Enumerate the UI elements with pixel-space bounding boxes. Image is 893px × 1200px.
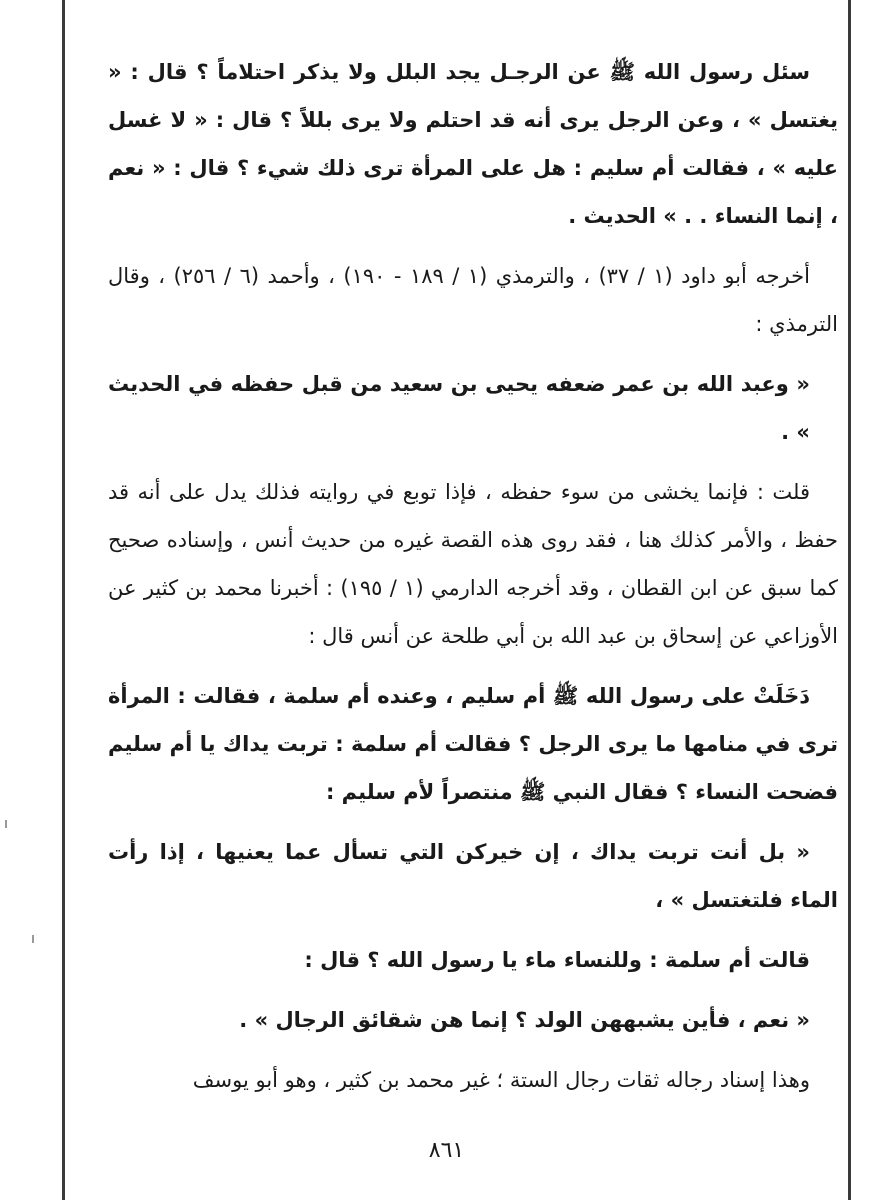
page-frame-left-rule — [62, 0, 65, 1200]
prophet-quote: « بل أنت تربت يداك ، إن خيركن التي تسأل عما يعنيها ، إذا رأت الماء فلتغتسل » ، — [108, 840, 838, 912]
umm-salama-question: قالت أم سلمة : وللنساء ماء يا رسول الله ؟ قال : — [304, 948, 810, 972]
scan-artifact-mark — [32, 935, 34, 943]
takhrij-paragraph: أخرجه أبو داود (١ / ٣٧) ، والترمذي (١ / ١٨٩ - ١٩٠) ، وأحمد (٦ / ٢٥٦) ، وقال الترمذي : — [108, 264, 838, 336]
page-number: ٨٦١ — [428, 1138, 465, 1163]
tirmidhi-quote: « وعبد الله بن عمر ضعفه يحيى بن سعيد من قبل حفظه في الحديث » . — [108, 372, 810, 444]
isnad-comment: وهذا إسناد رجاله ثقات رجال الستة ؛ غير محمد بن كثير ، وهو أبو يوسف — [192, 1068, 810, 1092]
hadith-paragraph-2: دَخَلَتْ على رسول الله ﷺ أم سليم ، وعنده أم سلمة ، فقالت : المرأة ترى في منامها ما يرى الرجل ؟ فقالت أم سلمة : تربت يداك يا أم سليم فضحت النساء ؟ فقال النبي ﷺ منتصراً لأم سليم : — [108, 684, 838, 804]
commentary-paragraph: قلت : فإنما يخشى من سوء حفظه ، فإذا توبع في روايته فذلك يدل على أنه قد حفظ ، والأمر كذلك هنا ، فقد روى هذه القصة غيره من حديث أنس ، وإسناده صحيح كما سبق عن ابن القطان ، وقد أخرجه الدارمي (١ / ١٩٥) : أخبرنا محمد بن كثير عن الأوزاعي عن إسحاق بن عبد الله بن أبي طلحة عن أنس قال : — [108, 480, 838, 648]
hadith-paragraph-1: سئل رسول الله ﷺ عن الرجـل يجد البلل ولا يذكر احتلاماً ؟ قال : « يغتسل » ، وعن الرجل يرى أنه قد احتلم ولا يرى بللاً ؟ قال : « لا غسل عليه » ، فقالت أم سليم : هل على المرأة ترى ذلك شيء ؟ قال : « نعم ، إنما النساء . . » الحديث . — [108, 60, 838, 228]
scan-artifact-mark — [5, 820, 7, 828]
page-frame-right-rule — [848, 0, 851, 1200]
page-body-text — [108, 48, 838, 1104]
prophet-answer-quote: « نعم ، فأين يشبههن الولد ؟ إنما هن شقائق الرجال » . — [239, 1008, 810, 1032]
